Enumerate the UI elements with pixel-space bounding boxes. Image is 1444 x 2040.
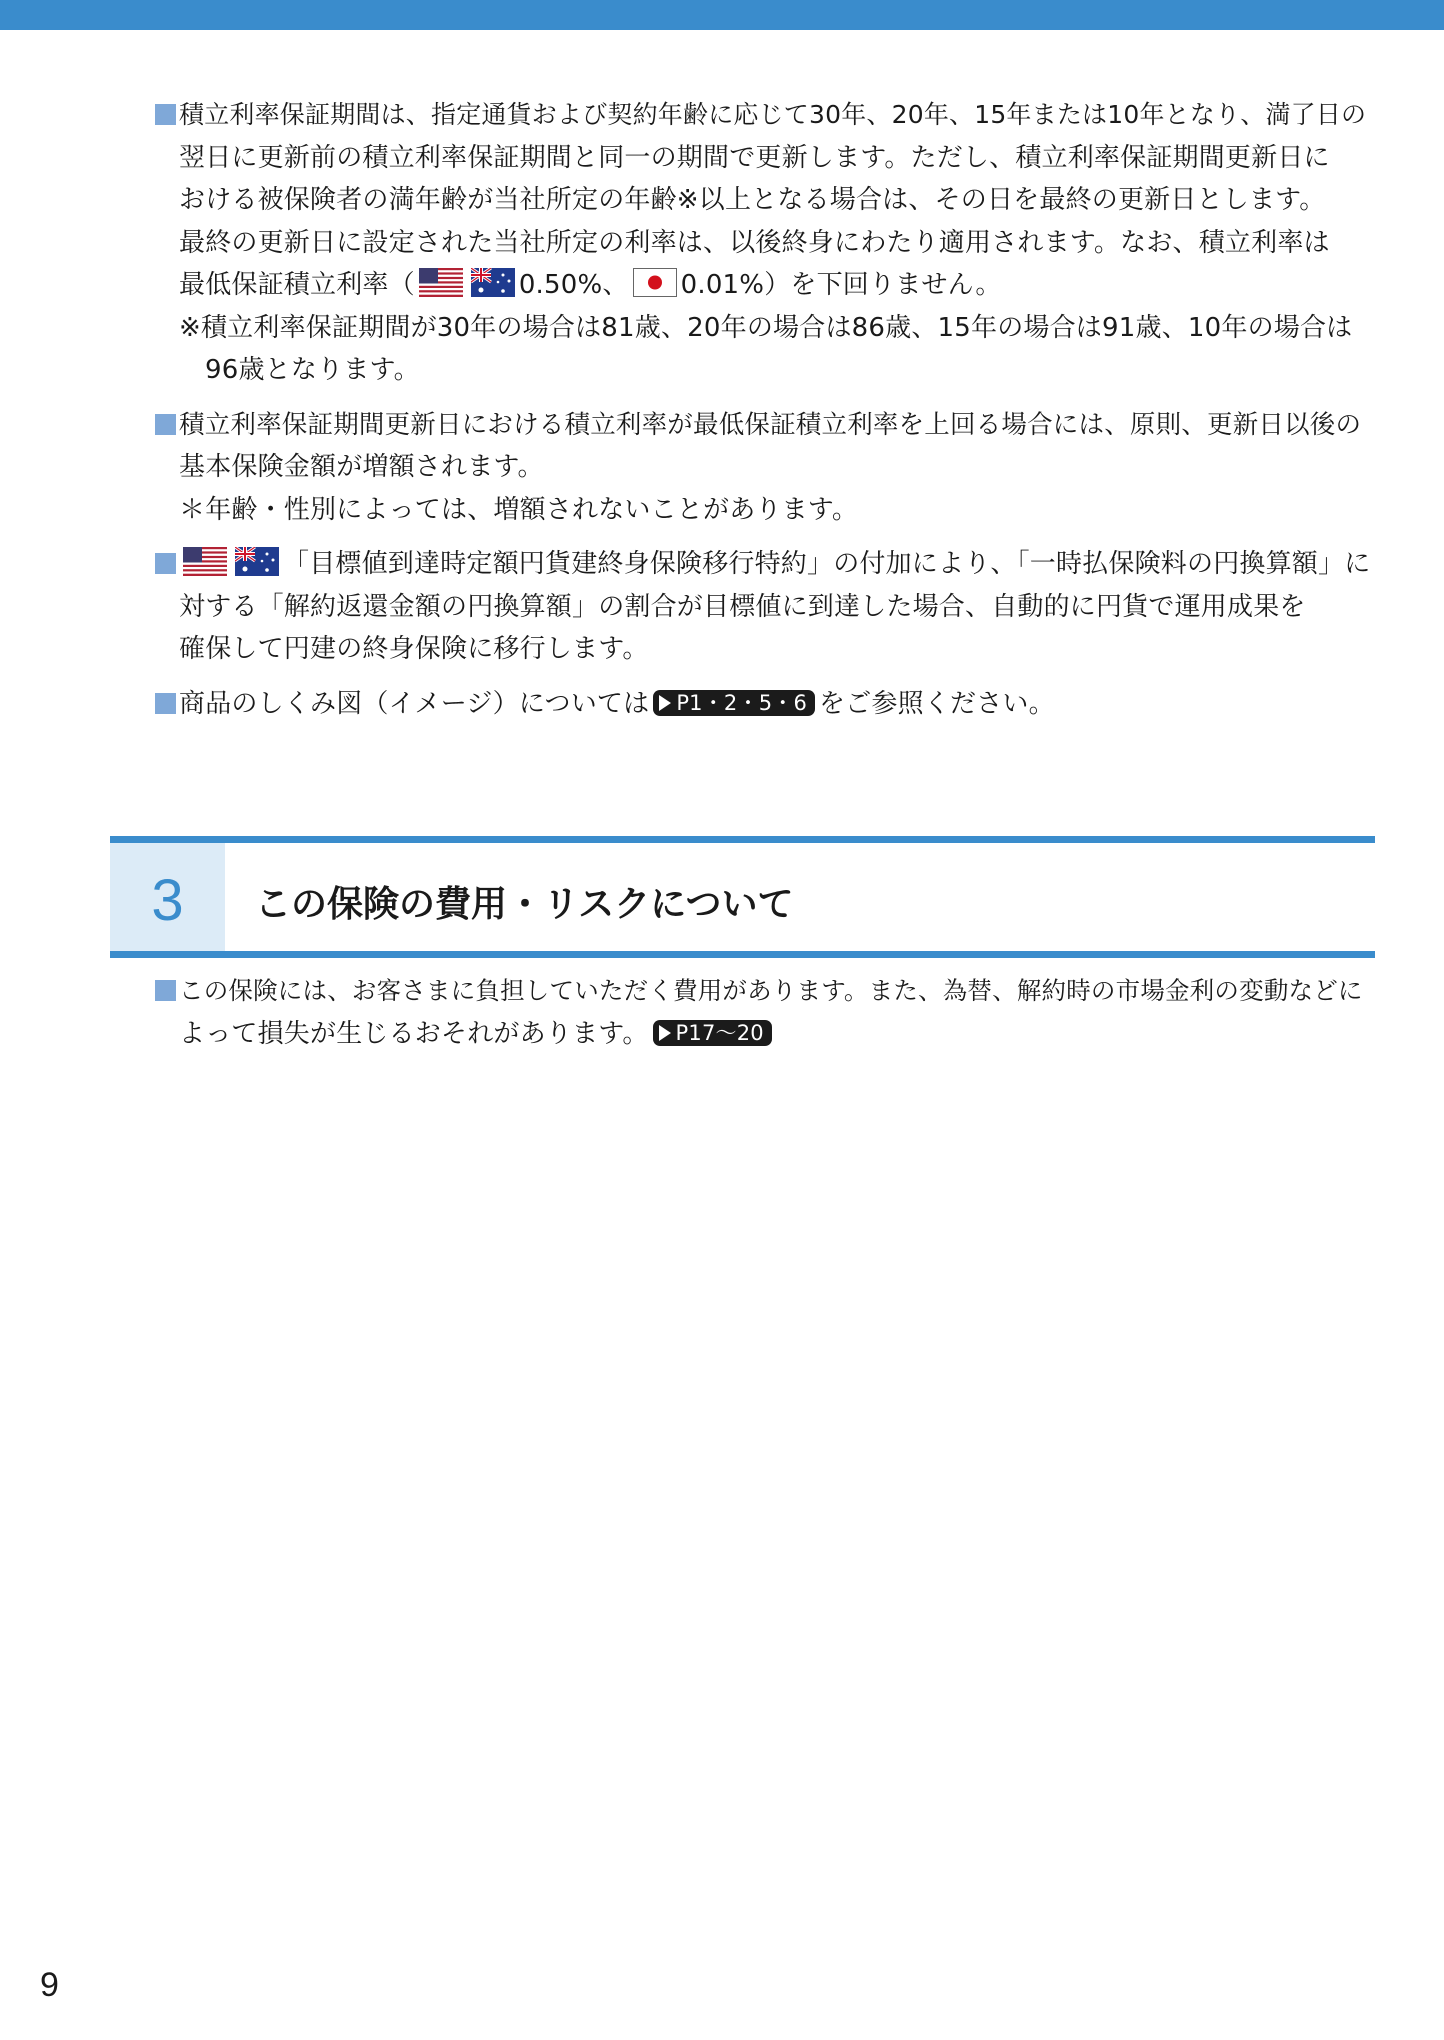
text-segment: をご参照ください。 [819,688,1055,719]
section-top-rule [110,836,1375,843]
text-line: 最終の更新日に設定された当社所定の利率は、以後終身にわたり適用されます。なお、積立利率は [179,227,1330,258]
text-line: 積立利率保証期間更新日における積立利率が最低保証積立利率を上回る場合には、原則、更新日以後の [179,409,1362,440]
bullet-square [155,104,176,125]
au-flag-icon [471,268,515,297]
text-line: おける被保険者の満年齢が当社所定の年齢※以上となる場合は、その日を最終の更新日とします。 [179,185,1326,215]
text-segment: 0.50%、 [518,270,629,300]
bullet-square [155,980,176,1001]
bullet-square [155,553,176,574]
note-line: 96歳となります。 [205,355,420,385]
text-segment: 「目標値到達時定額円貨建終身保険移行特約」の付加により、「一時払保険料の円換算額」に [283,549,1371,579]
text-line [179,1013,1375,1056]
text-line: 対する「解約返還金額の円換算額」の割合が目標値に到達した場合、自動的に円貨で運用成果を [179,591,1306,622]
text-line: この保険には、お客さまに負担していただく費用があります。また、為替、解約時の市場金利の変動などに [179,976,1363,1005]
us-flag-icon [419,268,463,297]
text-line: 翌日に更新前の積立利率保証期間と同一の期間で更新します。ただし、積立利率保証期間更新日に [179,142,1330,173]
text-segment: 0.01%）を下回りません。 [680,270,1002,300]
bullet-square [155,414,176,435]
triangle-right-icon [659,1025,671,1041]
section-header [110,836,1375,958]
section-title: この保険の費用・リスクについて [255,884,794,925]
section-bottom-rule [110,951,1375,958]
paragraph-guarantee-period [155,94,1375,392]
paragraph-increase [155,404,1375,532]
main-content [155,94,1375,737]
text-line: 積立利率保証期間は、指定通貨および契約年齢に応じて30年、20年、15年または10年となり、満了日の [179,100,1367,129]
text-line: 確保して円建の終身保険に移行します。 [179,634,649,664]
section-number: 3 [151,868,184,933]
au-flag-icon [235,547,279,576]
paragraph-diagram-reference [155,683,1375,726]
text-segment: 商品のしくみ図（イメージ）については [179,688,650,719]
section-content [155,970,1375,1067]
text-line: 基本保険金額が増額されます。 [179,452,544,482]
text-line-with-flags [179,543,1375,586]
note-line: ※積立利率保証期間が30年の場合は81歳、20年の場合は86歳、15年の場合は91歳、10年の場合は [179,312,1353,343]
section-number-box [110,843,225,951]
badge-label: P1・2・5・6 [676,690,808,715]
note-line: ＊年齢・性別によっては、増額されないことがあります。 [179,494,859,525]
text-segment: 最低保証積立利率（ [179,270,415,300]
page-reference-badge[interactable] [653,690,815,716]
text-segment: よって損失が生じるおそれがあります。 [179,1018,649,1049]
badge-label: P17～20 [675,1020,764,1045]
text-line-with-flags [179,264,1375,307]
page-number: 9 [40,1966,59,2004]
us-flag-icon [183,547,227,576]
jp-flag-icon [633,268,677,297]
top-bar [0,0,1444,30]
paragraph-costs-risks [155,970,1375,1055]
page-reference-badge[interactable] [653,1020,772,1046]
paragraph-rider [155,543,1375,671]
triangle-right-icon [659,695,671,711]
text-line [179,683,1375,726]
bullet-square [155,693,176,714]
